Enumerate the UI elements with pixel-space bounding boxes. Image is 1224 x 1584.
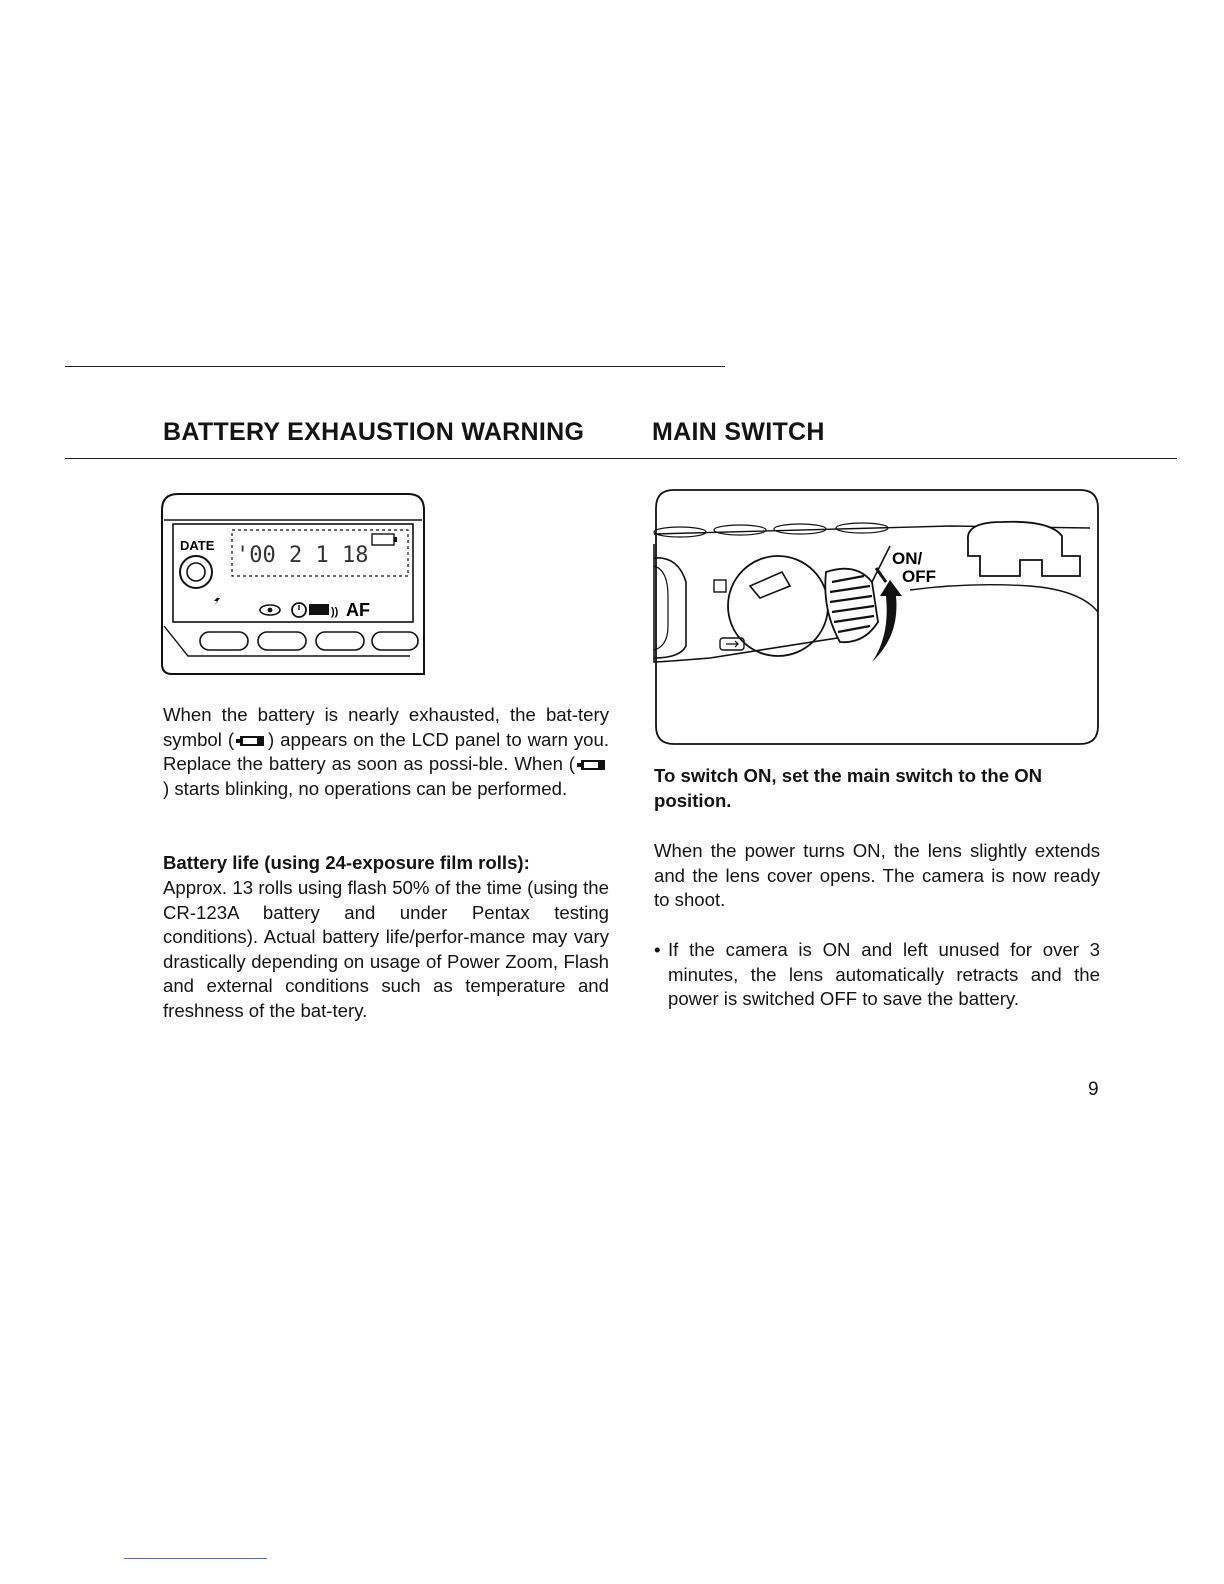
- on-off-label-on: ON/: [892, 549, 923, 568]
- mode-dial: [728, 556, 828, 656]
- switch-lever-icon: [750, 572, 790, 598]
- top-rule: [65, 366, 725, 367]
- battery-indicator-icon: [309, 604, 329, 615]
- battery-warning-paragraph: [163, 703, 609, 801]
- lcd-button-3: [316, 632, 364, 650]
- bullet-symbol: •: [654, 939, 661, 960]
- self-timer-icon: [292, 603, 306, 617]
- battery-symbol-icon: [577, 758, 607, 772]
- battery-warning-heading: BATTERY EXHAUSTION WARNING: [163, 418, 585, 446]
- auto-off-text: If the camera is ON and left unused for over 3 minutes, the lens automatically retracts and the power is switched OFF to save the battery.: [668, 939, 1100, 1010]
- date-button-icon: [180, 556, 212, 588]
- lcd-panel-illustration: [160, 490, 430, 680]
- red-eye-icon: [260, 605, 280, 615]
- page-number: 9: [1088, 1079, 1099, 1100]
- battery-symbol-icon: [236, 734, 266, 748]
- battery-lcd-icon: [372, 534, 397, 545]
- main-switch-dial: [825, 569, 878, 643]
- main-switch-illustration: [650, 486, 1102, 748]
- lcd-button-1: [200, 632, 248, 650]
- lcd-button-2: [258, 632, 306, 650]
- battery-life-title: Battery life (using 24-exposure film rolls):: [163, 852, 530, 873]
- remote-waves-icon: )): [331, 606, 339, 618]
- af-label: AF: [346, 600, 370, 620]
- battery-warning-text-2: ) appears on the LCD panel to warn you. Replace the battery as soon as possi-ble. When (: [163, 728, 609, 775]
- header-rule: [65, 458, 1177, 459]
- battery-warning-text-1: When the battery is nearly exhausted, the bat-tery symbol (: [163, 704, 609, 750]
- date-label: DATE: [180, 538, 215, 553]
- lcd-button-4: [372, 632, 418, 650]
- battery-life-body: Approx. 13 rolls using flash 50% of the time (using the CR-123A battery and under Pentax testing conditions). Actual battery life/perfor-mance may vary drastically depending on usage of Power Zoom, Flash and external conditions such as temperature and freshness of the bat-tery.: [163, 877, 609, 1021]
- flash-icon: [214, 592, 222, 606]
- main-switch-heading: MAIN SWITCH: [652, 418, 825, 446]
- bottom-rule: [124, 1558, 267, 1559]
- on-off-label-off: OFF: [902, 567, 936, 586]
- switch-on-instruction: To switch ON, set the main switch to the ON position.: [654, 765, 1043, 811]
- battery-warning-text-3: ) starts blinking, no operations can be performed.: [163, 777, 568, 799]
- auto-off-bullet: [654, 938, 1100, 1012]
- lcd-digits: '00 2 1 18: [236, 543, 369, 568]
- power-on-paragraph: When the power turns ON, the lens slightly extends and the lens cover opens. The camera is now ready to shoot.: [654, 840, 1100, 911]
